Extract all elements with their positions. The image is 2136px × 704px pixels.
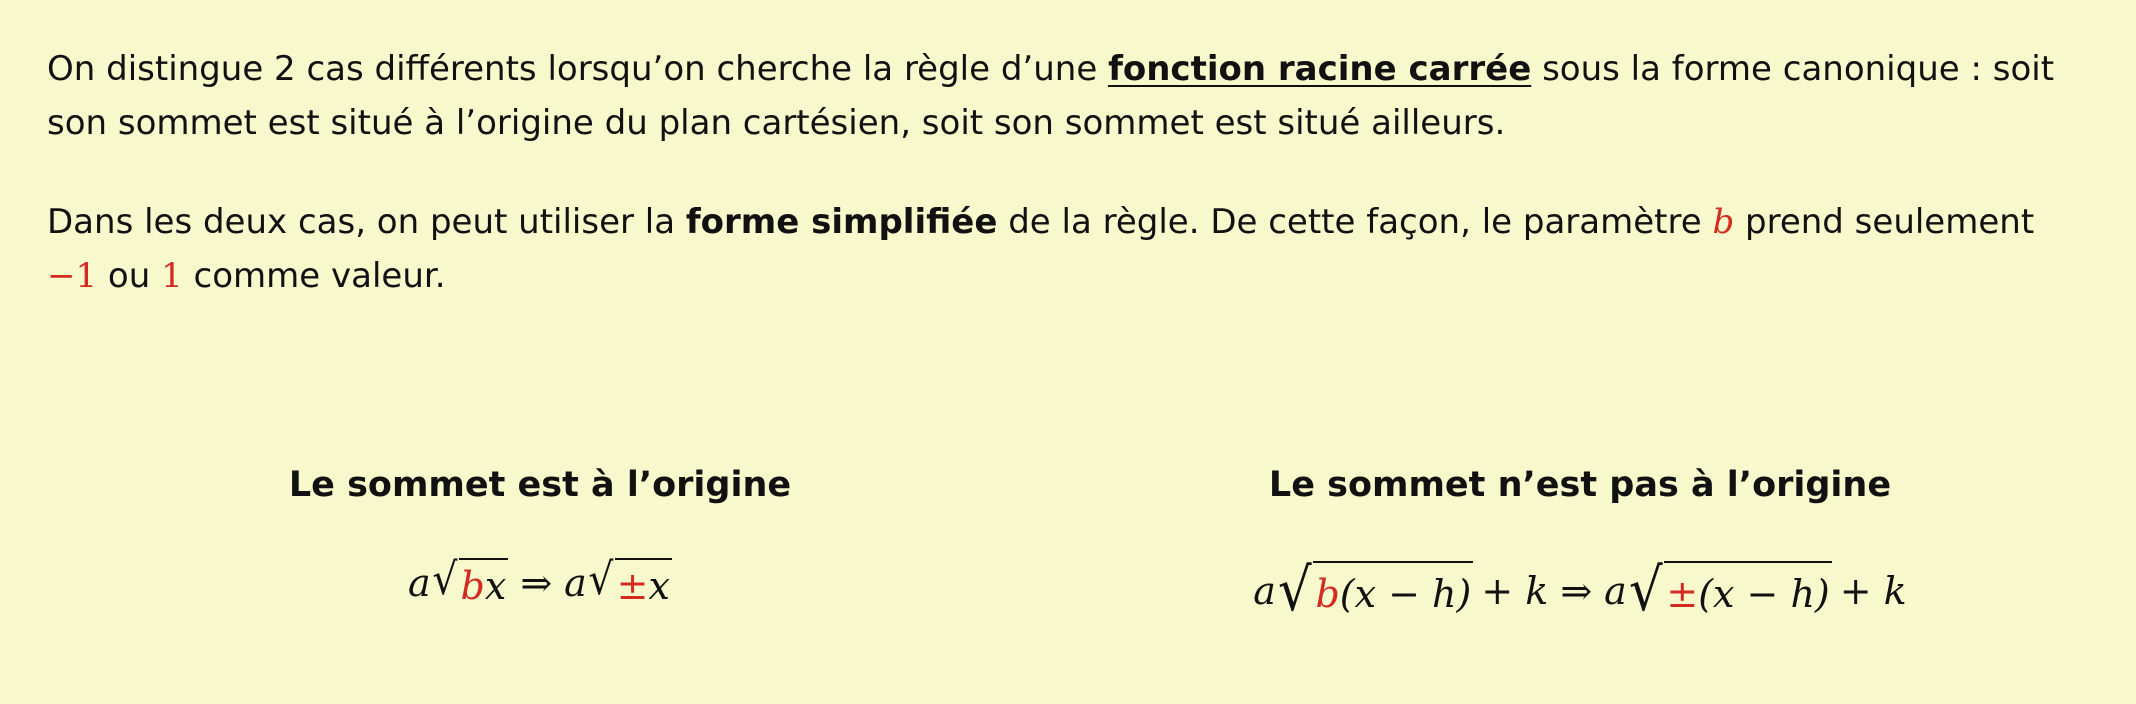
formula-general-inner: (x − h) — [1339, 571, 1472, 616]
formula-general-inner2: (x − h) — [1698, 571, 1830, 616]
value-one: 1 — [161, 256, 183, 296]
formula-general-plus-k: + k — [1481, 568, 1549, 613]
p2-text-before: Dans les deux cas, on peut utiliser la — [47, 202, 686, 242]
formula-origin-a2: a — [564, 561, 587, 605]
formula-origin-sqrt-simplified — [587, 554, 672, 608]
formula-origin — [200, 553, 880, 613]
formula-general-a: a — [1253, 568, 1276, 613]
formula-origin-sqrt — [431, 554, 509, 608]
p2-text-end: comme valeur. — [182, 256, 446, 296]
radical-sign: √ — [1628, 555, 1663, 625]
intro-paragraph — [47, 42, 2107, 150]
intro-text-after: sous la forme canonique : soit son sommet est situé à l’origine du plan cartésien, soit son sommet est situé ailleurs. — [47, 49, 2055, 143]
fonction-racine-carree-term: fonction racine carrée — [1108, 49, 1532, 89]
formula-origin-x2: x — [648, 564, 670, 608]
radicand — [459, 558, 509, 608]
radical-sign: √ — [588, 554, 614, 605]
formula-general-b: b — [1315, 571, 1340, 616]
formula-general-sqrt-simplified — [1627, 555, 1832, 625]
p2-text-or: ou — [97, 256, 162, 296]
formula-origin-b: b — [460, 564, 485, 608]
param-b: b — [1712, 202, 1735, 242]
implies-arrow: ⇒ — [1560, 568, 1593, 613]
plus-minus-sign: ± — [1666, 571, 1699, 616]
formula-general-plus-k2: + k — [1839, 568, 1907, 613]
formula-general-sqrt — [1276, 555, 1473, 625]
formula-not-origin — [1190, 553, 1970, 628]
p2-text-middle: de la règle. De cette façon, le paramètre — [997, 202, 1713, 242]
formula-origin-a: a — [408, 561, 431, 605]
radicand — [615, 558, 672, 608]
simplified-form-paragraph — [47, 195, 2107, 303]
intro-text-before: On distingue 2 cas différents lorsqu’on cherche la règle d’une — [47, 49, 1109, 89]
radical-sign: √ — [432, 554, 458, 605]
value-minus-one: −1 — [47, 256, 98, 296]
forme-simplifiee-term: forme simplifiée — [685, 202, 998, 242]
heading-origin: Le sommet est à l’origine — [288, 465, 792, 505]
plus-minus-sign: ± — [616, 564, 649, 608]
radicand — [1313, 561, 1473, 620]
p2-text-after-param: prend seulement — [1734, 202, 2035, 242]
implies-arrow: ⇒ — [520, 561, 553, 605]
heading-not-origin: Le sommet n’est pas à l’origine — [1268, 465, 1892, 505]
formula-origin-x: x — [484, 564, 507, 608]
radicand — [1664, 561, 1831, 620]
formula-general-a2: a — [1604, 568, 1627, 613]
radical-sign: √ — [1277, 555, 1312, 625]
